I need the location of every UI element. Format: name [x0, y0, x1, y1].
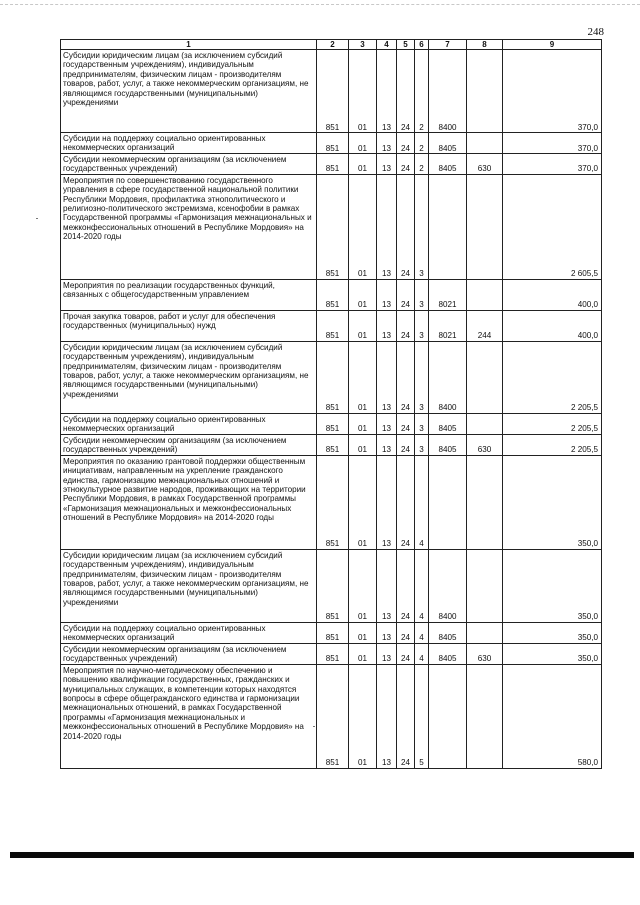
cell-c2: 851 — [317, 434, 349, 455]
table-row — [61, 664, 602, 768]
cell-c9: 2 205,5 — [503, 434, 602, 455]
cell-c2: 851 — [317, 341, 349, 413]
cell-c7: 8400 — [429, 341, 467, 413]
cell-c2: 851 — [317, 310, 349, 341]
cell-c4: 13 — [377, 50, 397, 133]
scan-speck — [313, 726, 315, 727]
cell-c5: 24 — [397, 279, 415, 310]
cell-c6: 3 — [415, 413, 429, 434]
row-name: Субсидии на поддержку социально ориентированных некоммерческих организаций — [61, 413, 317, 434]
cell-c6: 3 — [415, 341, 429, 413]
cell-c5: 24 — [397, 50, 415, 133]
cell-c5: 24 — [397, 154, 415, 175]
cell-c7: 8400 — [429, 549, 467, 622]
cell-c6: 4 — [415, 455, 429, 549]
cell-c3: 01 — [349, 664, 377, 768]
cell-c2: 851 — [317, 154, 349, 175]
table-row — [61, 154, 602, 175]
cell-c9: 400,0 — [503, 310, 602, 341]
cell-c4: 13 — [377, 549, 397, 622]
cell-c9: 350,0 — [503, 455, 602, 549]
cell-c8 — [467, 279, 503, 310]
row-name: Субсидии некоммерческим организациям (за исключением государственных учреждений) — [61, 154, 317, 175]
cell-c7: 8021 — [429, 279, 467, 310]
cell-c2: 851 — [317, 549, 349, 622]
cell-c6: 3 — [415, 434, 429, 455]
cell-c5: 24 — [397, 455, 415, 549]
cell-c8: 244 — [467, 310, 503, 341]
cell-c8 — [467, 341, 503, 413]
cell-c4: 13 — [377, 622, 397, 643]
cell-c2: 851 — [317, 643, 349, 664]
table-row — [61, 643, 602, 664]
cell-c3: 01 — [349, 310, 377, 341]
cell-c6: 2 — [415, 133, 429, 154]
cell-c5: 24 — [397, 643, 415, 664]
cell-c5: 24 — [397, 664, 415, 768]
cell-c8 — [467, 664, 503, 768]
row-name: Мероприятия по реализации государственных функций, связанных с общегосударственным управлением — [61, 279, 317, 310]
cell-c9: 2 205,5 — [503, 341, 602, 413]
cell-c3: 01 — [349, 154, 377, 175]
cell-c3: 01 — [349, 174, 377, 279]
cell-c9: 2 205,5 — [503, 413, 602, 434]
table-row — [61, 279, 602, 310]
cell-c5: 24 — [397, 310, 415, 341]
header-col-3: 3 — [349, 40, 377, 50]
header-col-8: 8 — [467, 40, 503, 50]
cell-c4: 13 — [377, 174, 397, 279]
cell-c7: 8405 — [429, 643, 467, 664]
cell-c3: 01 — [349, 133, 377, 154]
cell-c5: 24 — [397, 413, 415, 434]
cell-c3: 01 — [349, 279, 377, 310]
cell-c8: 630 — [467, 154, 503, 175]
cell-c5: 24 — [397, 341, 415, 413]
cell-c8 — [467, 413, 503, 434]
table-row — [61, 549, 602, 622]
cell-c3: 01 — [349, 434, 377, 455]
cell-c2: 851 — [317, 279, 349, 310]
cell-c7: 8405 — [429, 413, 467, 434]
cell-c8 — [467, 455, 503, 549]
cell-c3: 01 — [349, 643, 377, 664]
cell-c6: 2 — [415, 154, 429, 175]
cell-c9: 580,0 — [503, 664, 602, 768]
table-row — [61, 413, 602, 434]
table-row — [61, 50, 602, 133]
cell-c7: 8400 — [429, 50, 467, 133]
row-name: Прочая закупка товаров, работ и услуг для обеспечения государственных (муниципальных) нужд — [61, 310, 317, 341]
header-col-7: 7 — [429, 40, 467, 50]
header-col-9: 9 — [503, 40, 602, 50]
cell-c2: 851 — [317, 622, 349, 643]
cell-c7: 8405 — [429, 133, 467, 154]
cell-c4: 13 — [377, 310, 397, 341]
cell-c5: 24 — [397, 622, 415, 643]
cell-c3: 01 — [349, 455, 377, 549]
cell-c5: 24 — [397, 133, 415, 154]
cell-c6: 2 — [415, 50, 429, 133]
cell-c7: 8021 — [429, 310, 467, 341]
cell-c7 — [429, 455, 467, 549]
cell-c2: 851 — [317, 413, 349, 434]
row-name: Мероприятия по совершенствованию государственного управления в сфере государственной национальной политики Республики Мордовия, профилактика этнополитического и религиозно-политического экстремизма, ксенофобии в рамках Государственной программы «Гармонизация межнациональных и межконфессиональных отношений в Республике Мордовия» на 2014-2020 годы — [61, 174, 317, 279]
cell-c9: 2 605,5 — [503, 174, 602, 279]
table-row — [61, 310, 602, 341]
cell-c9: 350,0 — [503, 549, 602, 622]
header-col-5: 5 — [397, 40, 415, 50]
page-number: 248 — [587, 26, 604, 38]
cell-c4: 13 — [377, 154, 397, 175]
cell-c9: 370,0 — [503, 154, 602, 175]
table-row — [61, 455, 602, 549]
cell-c2: 851 — [317, 133, 349, 154]
table-row — [61, 434, 602, 455]
cell-c8: 630 — [467, 434, 503, 455]
table-row — [61, 133, 602, 154]
cell-c9: 370,0 — [503, 133, 602, 154]
cell-c7: 8405 — [429, 154, 467, 175]
cell-c9: 370,0 — [503, 50, 602, 133]
cell-c6: 4 — [415, 622, 429, 643]
cell-c6: 5 — [415, 664, 429, 768]
row-name: Субсидии некоммерческим организациям (за исключением государственных учреждений) — [61, 643, 317, 664]
cell-c6: 3 — [415, 279, 429, 310]
header-col-4: 4 — [377, 40, 397, 50]
scan-speck — [36, 218, 38, 219]
table-row — [61, 341, 602, 413]
row-name: Мероприятия по оказанию грантовой поддержки общественным инициативам, направленным на укрепление гражданского единства, гармонизацию межнациональных отношений и этнокультурное развитие народов, проживающих на территории Республики Мордовия, в рамках Государственной программы «Гармонизация межнациональных и межконфессиональных отношений в Республике Мордовия» на 2014-2020 годы — [61, 455, 317, 549]
cell-c8 — [467, 174, 503, 279]
scan-bottom-bar — [10, 852, 634, 858]
cell-c2: 851 — [317, 50, 349, 133]
cell-c9: 400,0 — [503, 279, 602, 310]
cell-c6: 4 — [415, 643, 429, 664]
cell-c8 — [467, 549, 503, 622]
cell-c4: 13 — [377, 455, 397, 549]
cell-c5: 24 — [397, 549, 415, 622]
cell-c6: 3 — [415, 310, 429, 341]
table-row — [61, 622, 602, 643]
cell-c8 — [467, 50, 503, 133]
budget-table — [60, 39, 602, 769]
cell-c7 — [429, 174, 467, 279]
header-row — [61, 40, 602, 50]
header-col-6: 6 — [415, 40, 429, 50]
cell-c4: 13 — [377, 279, 397, 310]
cell-c6: 3 — [415, 174, 429, 279]
header-col-2: 2 — [317, 40, 349, 50]
cell-c3: 01 — [349, 622, 377, 643]
cell-c3: 01 — [349, 413, 377, 434]
table-row — [61, 174, 602, 279]
row-name: Субсидии юридическим лицам (за исключением субсидий государственным учреждениям), индивидуальным предпринимателям, физическим лицам - производителям товаров, работ, услуг, а также некоммерческим организациям, не являющимся государственными (муниципальными) учреждениями — [61, 341, 317, 413]
scan-edge-line — [0, 4, 640, 5]
row-name: Субсидии некоммерческим организациям (за исключением государственных учреждений) — [61, 434, 317, 455]
cell-c3: 01 — [349, 549, 377, 622]
cell-c3: 01 — [349, 341, 377, 413]
cell-c2: 851 — [317, 455, 349, 549]
cell-c4: 13 — [377, 434, 397, 455]
cell-c4: 13 — [377, 643, 397, 664]
row-name: Мероприятия по научно-методическому обеспечению и повышению квалификации государственных, гражданских и муниципальных служащих, в компетенции которых находятся вопросы в сфере общегражданского единства и гармонизации межнациональных отношений, в рамках Государственной программы «Гармонизация межнациональных и межконфессиональных отношений в Республике Мордовия» на 2014-2020 годы — [61, 664, 317, 768]
cell-c5: 24 — [397, 434, 415, 455]
row-name: Субсидии юридическим лицам (за исключением субсидий государственным учреждениям), индивидуальным предпринимателям, физическим лицам - производителям товаров, работ, услуг, а также некоммерческим организациям, не являющимся государственными (муниципальными) учреждениями — [61, 50, 317, 133]
cell-c8 — [467, 622, 503, 643]
cell-c7 — [429, 664, 467, 768]
cell-c4: 13 — [377, 341, 397, 413]
cell-c3: 01 — [349, 50, 377, 133]
cell-c9: 350,0 — [503, 643, 602, 664]
row-name: Субсидии юридическим лицам (за исключением субсидий государственным учреждениям), индивидуальным предпринимателям, физическим лицам - производителям товаров, работ, услуг, а также некоммерческим организациям, не являющимся государственными (муниципальными) учреждениями — [61, 549, 317, 622]
row-name: Субсидии на поддержку социально ориентированных некоммерческих организаций — [61, 133, 317, 154]
cell-c8 — [467, 133, 503, 154]
cell-c8: 630 — [467, 643, 503, 664]
header-col-1: 1 — [61, 40, 317, 50]
cell-c9: 350,0 — [503, 622, 602, 643]
row-name: Субсидии на поддержку социально ориентированных некоммерческих организаций — [61, 622, 317, 643]
cell-c7: 8405 — [429, 622, 467, 643]
cell-c2: 851 — [317, 174, 349, 279]
cell-c6: 4 — [415, 549, 429, 622]
cell-c5: 24 — [397, 174, 415, 279]
cell-c7: 8405 — [429, 434, 467, 455]
cell-c4: 13 — [377, 664, 397, 768]
cell-c4: 13 — [377, 133, 397, 154]
cell-c2: 851 — [317, 664, 349, 768]
cell-c4: 13 — [377, 413, 397, 434]
